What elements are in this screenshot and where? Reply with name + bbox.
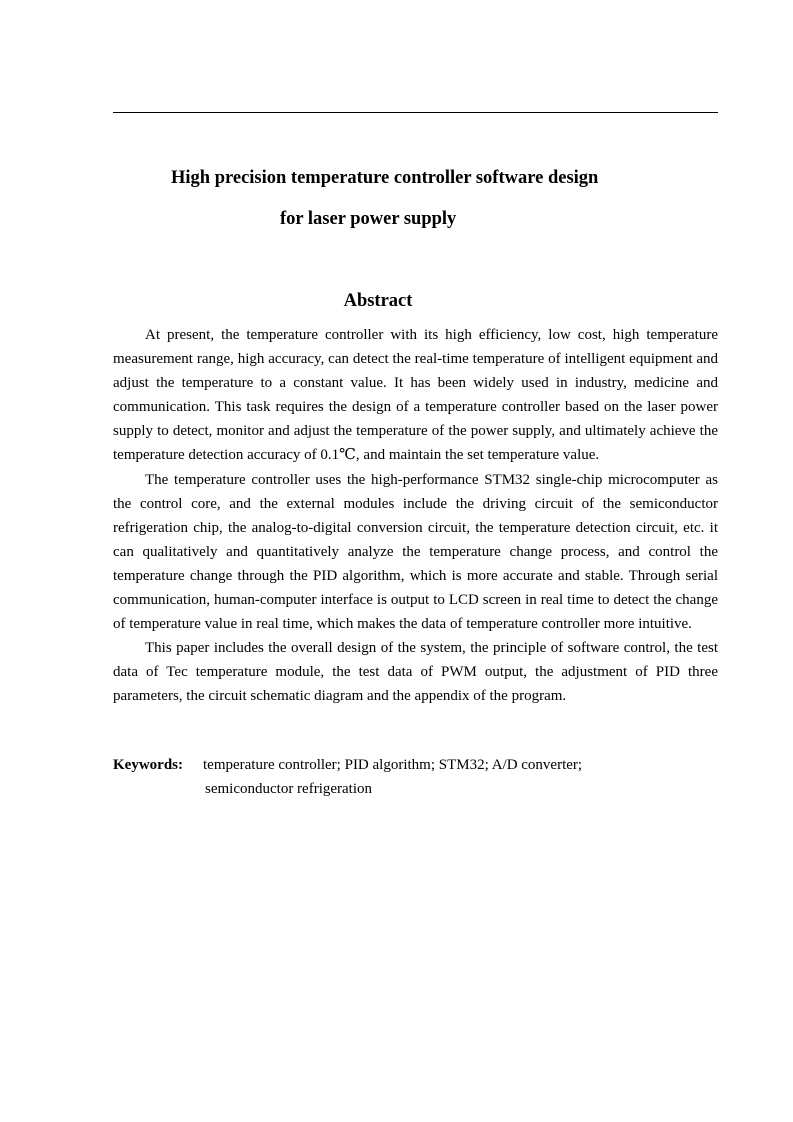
keywords-line-1: temperature controller; PID algorithm; STM32; A/D converter; — [203, 757, 583, 773]
abstract-paragraph-3: This paper includes the overall design of the system, the principle of software control, the test data of Tec temperature module, the test data of PWM output, the adjustment of PID three parameters, the circuit schematic diagram and the appendix of the program. — [113, 640, 718, 705]
keywords-section — [113, 753, 718, 801]
keywords-line-2: semiconductor refrigeration — [205, 781, 373, 798]
abstract-paragraph-2: The temperature controller uses the high-performance STM32 single-chip microcomputer as the control core, and the external modules include the driving circuit of the semiconductor refrigeration chip, the analog-to-digital conversion circuit, the temperature detection circuit, etc. it can qualitatively and quantitatively analyze the temperature change process, and control the temperature change through the PID algorithm, which is more accurate and stable. Through serial communication, human-computer interface is output to LCD screen in real time to detect the change of temperature value in real time, which makes the data of temperature controller more intuitive. — [113, 471, 718, 633]
abstract-heading: Abstract — [343, 291, 413, 311]
keywords-row — [113, 753, 718, 777]
title-line-1: High precision temperature controller software design — [171, 168, 599, 188]
header-rule — [113, 112, 718, 113]
title-line-2: for laser power supply — [280, 209, 457, 229]
abstract-paragraph-1: At present, the temperature controller with its high efficiency, low cost, high temperature measurement range, high accuracy, can detect the real-time temperature of intelligent equipment and adjust the temperature to a constant value. It has been widely used in industry, medicine and communication. This task requires the design of a temperature controller based on the laser power supply to detect, monitor and adjust the temperature of the power supply, and ultimately achieve the temperature detection accuracy of 0.1℃, and maintain the set temperature value. — [113, 327, 718, 464]
keywords-label: Keywords: — [113, 757, 183, 773]
abstract-body — [113, 323, 718, 709]
